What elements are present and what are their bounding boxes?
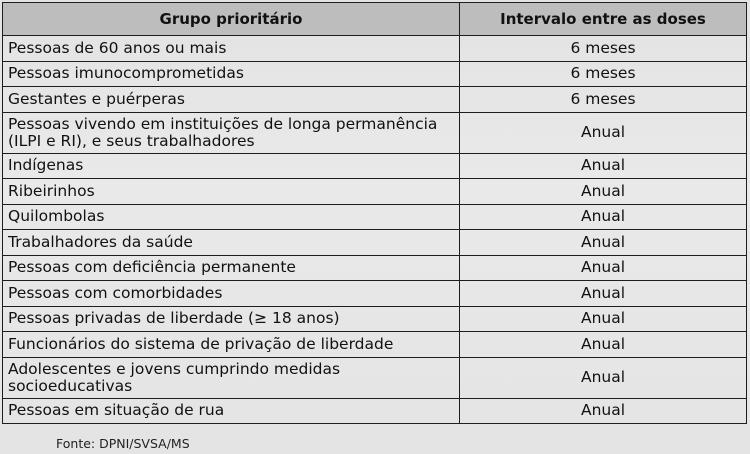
interval-cell: 6 meses	[460, 36, 747, 62]
group-cell: Ribeirinhos	[3, 179, 460, 205]
group-cell: Gestantes e puérperas	[3, 87, 460, 113]
interval-cell: Anual	[460, 153, 747, 179]
interval-cell: Anual	[460, 332, 747, 358]
group-cell: Pessoas em situação de rua	[3, 398, 460, 424]
group-cell: Indígenas	[3, 153, 460, 179]
interval-cell: Anual	[460, 230, 747, 256]
table-row	[3, 281, 747, 307]
table-row	[3, 153, 747, 179]
group-cell: Pessoas com deficiência permanente	[3, 255, 460, 281]
group-cell: Pessoas imunocomprometidas	[3, 61, 460, 87]
interval-cell: 6 meses	[460, 61, 747, 87]
priority-groups-table	[2, 2, 747, 424]
table-row	[3, 87, 747, 113]
table-row	[3, 179, 747, 205]
group-cell: Adolescentes e jovens cumprindo medidas socioeducativas	[3, 357, 460, 398]
table-row	[3, 61, 747, 87]
group-cell: Pessoas privadas de liberdade (≥ 18 anos)	[3, 306, 460, 332]
table-header-row	[3, 3, 747, 36]
group-cell: Pessoas de 60 anos ou mais	[3, 36, 460, 62]
group-cell: Pessoas vivendo em instituições de longa permanência (ILPI e RI), e seus trabalhadores	[3, 112, 460, 153]
group-cell: Quilombolas	[3, 204, 460, 230]
table-row	[3, 36, 747, 62]
table-row	[3, 332, 747, 358]
interval-cell: Anual	[460, 179, 747, 205]
group-cell: Pessoas com comorbidades	[3, 281, 460, 307]
table-row	[3, 112, 747, 153]
table-row	[3, 357, 747, 398]
table-row	[3, 398, 747, 424]
interval-cell: Anual	[460, 357, 747, 398]
source-note: Fonte: DPNI/SVSA/MS	[56, 436, 190, 451]
table-row	[3, 306, 747, 332]
interval-cell: Anual	[460, 398, 747, 424]
group-cell: Funcionários do sistema de privação de liberdade	[3, 332, 460, 358]
interval-cell: Anual	[460, 112, 747, 153]
interval-cell: 6 meses	[460, 87, 747, 113]
table-row	[3, 230, 747, 256]
header-dose-interval: Intervalo entre as doses	[460, 3, 747, 36]
interval-cell: Anual	[460, 281, 747, 307]
interval-cell: Anual	[460, 255, 747, 281]
interval-cell: Anual	[460, 204, 747, 230]
table-row	[3, 204, 747, 230]
table-row	[3, 255, 747, 281]
group-cell: Trabalhadores da saúde	[3, 230, 460, 256]
interval-cell: Anual	[460, 306, 747, 332]
header-priority-group: Grupo prioritário	[3, 3, 460, 36]
